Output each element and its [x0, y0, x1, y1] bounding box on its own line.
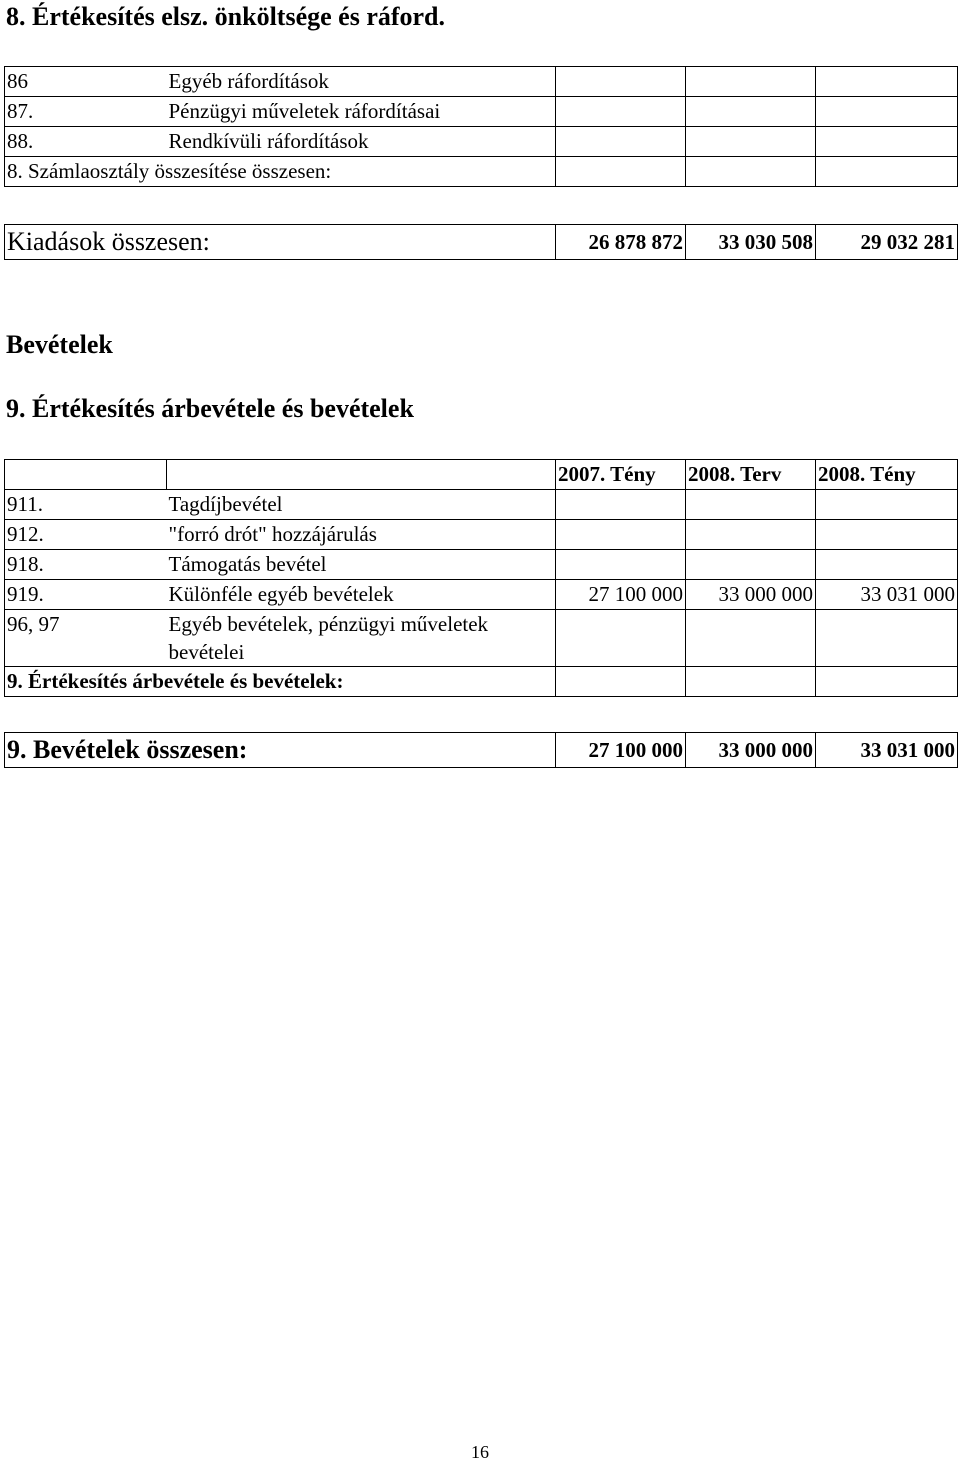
expenses-total-label: Kiadások összesen:	[5, 225, 556, 260]
column-header-2008-actual: 2008. Tény	[816, 460, 958, 490]
column-header-2007: 2007. Tény	[556, 460, 686, 490]
table-row	[5, 490, 958, 520]
summary-row	[5, 667, 958, 697]
value-2008-plan	[686, 520, 816, 550]
row-label: Rendkívüli ráfordítások	[167, 127, 556, 157]
summary-2008-actual	[816, 667, 958, 697]
row-label: Tagdíjbevétel	[167, 490, 556, 520]
header-blank-label	[167, 460, 556, 490]
table-row	[5, 550, 958, 580]
row-code: 87.	[5, 97, 167, 127]
table-row	[5, 127, 958, 157]
value-2008-actual: 33 031 000	[816, 580, 958, 610]
row-code: 918.	[5, 550, 167, 580]
total-row	[5, 225, 958, 260]
section-9-table	[4, 459, 958, 697]
value-2008-actual	[816, 97, 958, 127]
revenue-total-table	[4, 732, 958, 768]
page-number: 16	[471, 1442, 489, 1462]
row-code: 88.	[5, 127, 167, 157]
value-2008-plan	[686, 127, 816, 157]
table-row	[5, 520, 958, 550]
header-row	[5, 460, 958, 490]
value-2008-plan: 33 000 000	[686, 580, 816, 610]
section-8-title: 8. Értékesítés elsz. önköltsége és ráford.	[6, 2, 446, 31]
section-8-table	[4, 66, 958, 187]
row-label: Egyéb bevételek, pénzügyi műveletek bevételei	[167, 610, 556, 667]
section-9-title: 9. Értékesítés árbevétele és bevételek	[6, 394, 414, 423]
value-2008-plan	[686, 97, 816, 127]
row-label: Támogatás bevétel	[167, 550, 556, 580]
value-2008-actual	[816, 67, 958, 97]
row-code: 912.	[5, 520, 167, 550]
summary-2007	[556, 157, 686, 187]
value-2008-actual	[816, 610, 958, 667]
table-row	[5, 580, 958, 610]
value-2008-plan	[686, 610, 816, 667]
value-2007	[556, 550, 686, 580]
value-2008-actual	[816, 520, 958, 550]
revenue-total-2008-actual: 33 031 000	[816, 733, 958, 768]
row-code: 911.	[5, 490, 167, 520]
table-row	[5, 610, 958, 667]
value-2007: 27 100 000	[556, 580, 686, 610]
value-2008-actual	[816, 127, 958, 157]
revenue-total-2008-plan: 33 000 000	[686, 733, 816, 768]
summary-2008-actual	[816, 157, 958, 187]
summary-row	[5, 157, 958, 187]
column-header-2008-plan: 2008. Terv	[686, 460, 816, 490]
row-code: 86	[5, 67, 167, 97]
row-code: 96, 97	[5, 610, 167, 667]
summary-label: 8. Számlaosztály összesítése összesen:	[5, 157, 556, 187]
total-row	[5, 733, 958, 768]
expenses-total-2008-plan: 33 030 508	[686, 225, 816, 260]
value-2008-actual	[816, 550, 958, 580]
table-row	[5, 67, 958, 97]
expenses-total-2007: 26 878 872	[556, 225, 686, 260]
value-2008-plan	[686, 67, 816, 97]
value-2007	[556, 490, 686, 520]
value-2008-plan	[686, 550, 816, 580]
expenses-total-2008-actual: 29 032 281	[816, 225, 958, 260]
revenue-total-label: 9. Bevételek összesen:	[5, 733, 556, 768]
table-row	[5, 97, 958, 127]
value-2007	[556, 67, 686, 97]
row-label: Különféle egyéb bevételek	[167, 580, 556, 610]
expenses-total-table	[4, 224, 958, 260]
value-2007	[556, 97, 686, 127]
row-label: Egyéb ráfordítások	[167, 67, 556, 97]
value-2008-plan	[686, 490, 816, 520]
value-2007	[556, 520, 686, 550]
summary-2008-plan	[686, 667, 816, 697]
value-2008-actual	[816, 490, 958, 520]
header-blank-code	[5, 460, 167, 490]
value-2007	[556, 610, 686, 667]
revenue-total-2007: 27 100 000	[556, 733, 686, 768]
row-label: Pénzügyi műveletek ráfordításai	[167, 97, 556, 127]
summary-2007	[556, 667, 686, 697]
row-label: "forró drót" hozzájárulás	[167, 520, 556, 550]
value-2007	[556, 127, 686, 157]
summary-label: 9. Értékesítés árbevétele és bevételek:	[5, 667, 556, 697]
row-code: 919.	[5, 580, 167, 610]
summary-2008-plan	[686, 157, 816, 187]
revenue-heading: Bevételek	[6, 330, 113, 359]
